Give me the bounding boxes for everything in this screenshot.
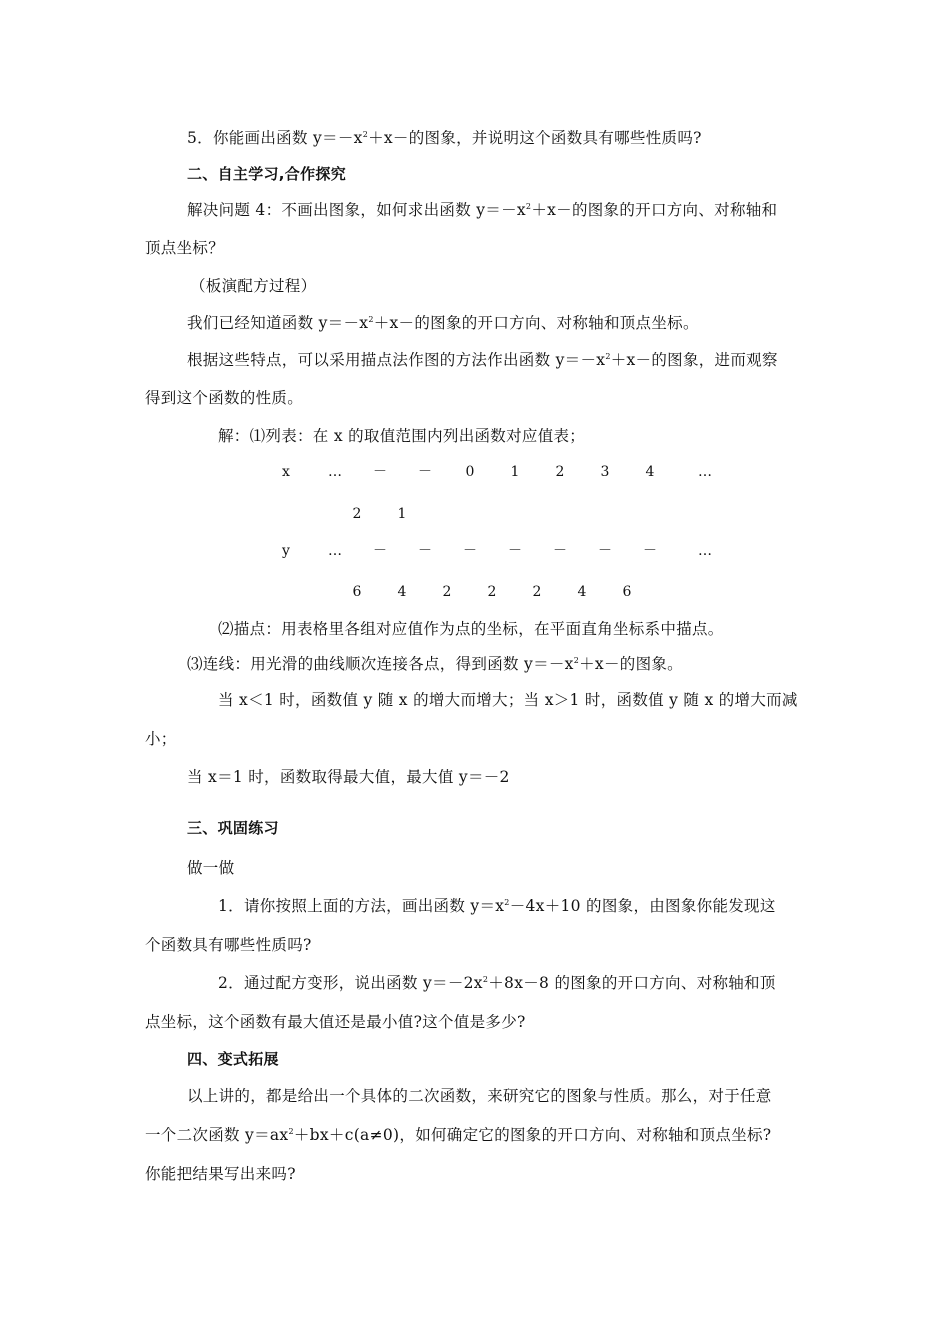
p12a-text: 2．通过配方变形，说出函数 y＝－2x [218, 974, 483, 992]
paragraph-3 [187, 313, 699, 333]
y-cell: － [418, 543, 432, 559]
y-cell: － [553, 543, 567, 559]
p4a-text: 根据这些特点，可以采用描点法作图的方法作出函数 y＝－x [187, 351, 606, 369]
paragraph-4a [187, 350, 778, 370]
y-cell: － [463, 543, 477, 559]
y-denominator: 6 [352, 584, 362, 600]
paragraph-10: 做一做 [187, 859, 235, 877]
y-denominator: 2 [532, 584, 542, 600]
y-denominator: 2 [442, 584, 452, 600]
y-denominator: 4 [397, 584, 407, 600]
y-denominator: 4 [577, 584, 587, 600]
section-4-heading: 四、变式拓展 [187, 1050, 279, 1068]
p13b-exponent: 2 [288, 1127, 294, 1136]
p7-exponent: 2 [573, 656, 580, 665]
x-cell: 3 [600, 464, 610, 480]
y-denominator: 6 [622, 584, 632, 600]
y-cell: － [373, 543, 387, 559]
exercise-1b: 个函数具有哪些性质吗? [145, 936, 312, 954]
p4a-exponent: 2 [605, 352, 611, 361]
x-cell: 0 [465, 464, 475, 480]
p7-tail: ＋x－的图象。 [579, 655, 683, 673]
x-denominator: 2 [352, 506, 362, 522]
x-denominator: 1 [397, 506, 407, 522]
y-cell: … [328, 543, 342, 559]
q5-tail: ＋x－的图象，并说明这个函数具有哪些性质吗? [368, 129, 702, 147]
paragraph-9: 当 x＝1 时，函数取得最大值，最大值 y＝－2 [187, 768, 510, 786]
exercise-1a [218, 896, 776, 916]
paragraph-8b: 小； [145, 730, 177, 748]
p12a-exponent: 2 [482, 975, 489, 984]
paragraph-4b: 得到这个函数的性质。 [145, 389, 304, 407]
p12a-tail: ＋8x－8 的图象的开口方向、对称轴和顶 [488, 974, 776, 992]
question-5 [187, 128, 702, 148]
y-cell: … [698, 543, 712, 559]
x-cell: － [418, 464, 432, 480]
x-cell: … [698, 464, 712, 480]
p4a-tail: ＋x－的图象，进而观察 [610, 351, 778, 369]
x-row-label: x [282, 464, 290, 480]
p13b-text: 一个二次函数 y＝ax [145, 1126, 289, 1144]
y-row-label: y [282, 543, 290, 559]
paragraph-1a [187, 200, 777, 220]
p3-exponent: 2 [368, 315, 374, 324]
paragraph-13b [145, 1125, 771, 1145]
x-cell: … [328, 464, 342, 480]
x-cell: 1 [510, 464, 520, 480]
paragraph-7 [187, 654, 683, 674]
x-cell: 2 [555, 464, 565, 480]
p11a-exponent: 2 [504, 898, 510, 907]
paragraph-6: ⑵描点：用表格里各组对应值作为点的坐标，在平面直角坐标系中描点。 [218, 620, 724, 638]
p11a-tail: －4x＋10 的图象，由图象你能发现这 [509, 897, 776, 915]
p1a-exponent: 2 [525, 202, 532, 211]
y-cell: － [508, 543, 522, 559]
p11a-text: 1．请你按照上面的方法，画出函数 y＝x [218, 897, 505, 915]
p1a-tail: ＋x－的图象的开口方向、对称轴和 [531, 201, 778, 219]
p7-text: ⑶连线：用光滑的曲线顺次连接各点，得到函数 y＝－x [187, 655, 574, 673]
p1a-text: 解决问题 4：不画出图象，如何求出函数 y＝－x [187, 201, 526, 219]
paragraph-13c: 你能把结果写出来吗? [145, 1165, 296, 1183]
paragraph-8a: 当 x＜1 时，函数值 y 随 x 的增大而增大；当 x＞1 时，函数值 y 随 x 的增大而减 [218, 691, 798, 709]
x-cell: 4 [645, 464, 655, 480]
x-cell: － [373, 464, 387, 480]
section-2-heading: 二、自主学习,合作探究 [187, 165, 346, 183]
exercise-2b: 点坐标，这个函数有最大值还是最小值?这个值是多少? [145, 1013, 526, 1031]
p3-tail: ＋x－的图象的开口方向、对称轴和顶点坐标。 [373, 314, 699, 332]
p3-text: 我们已经知道函数 y＝－x [187, 314, 369, 332]
paragraph-13a: 以上讲的，都是给出一个具体的二次函数，来研究它的图象与性质。那么，对于任意 [187, 1087, 772, 1105]
p13b-tail: ＋bx＋c(a≠0)，如何确定它的图象的开口方向、对称轴和顶点坐标? [293, 1126, 772, 1144]
paragraph-1b: 顶点坐标？ [145, 239, 225, 257]
section-3-heading: 三、巩固练习 [187, 819, 279, 837]
exercise-2a [218, 973, 776, 993]
y-denominator: 2 [487, 584, 497, 600]
paragraph-5: 解：⑴列表：在 x 的取值范围内列出函数对应值表； [218, 427, 586, 445]
q5-exponent: 2 [362, 130, 369, 139]
paragraph-2: （板演配方过程） [190, 277, 317, 295]
y-cell: － [643, 543, 657, 559]
y-cell: － [598, 543, 612, 559]
q5-text: 5．你能画出函数 y＝－x [187, 129, 363, 147]
